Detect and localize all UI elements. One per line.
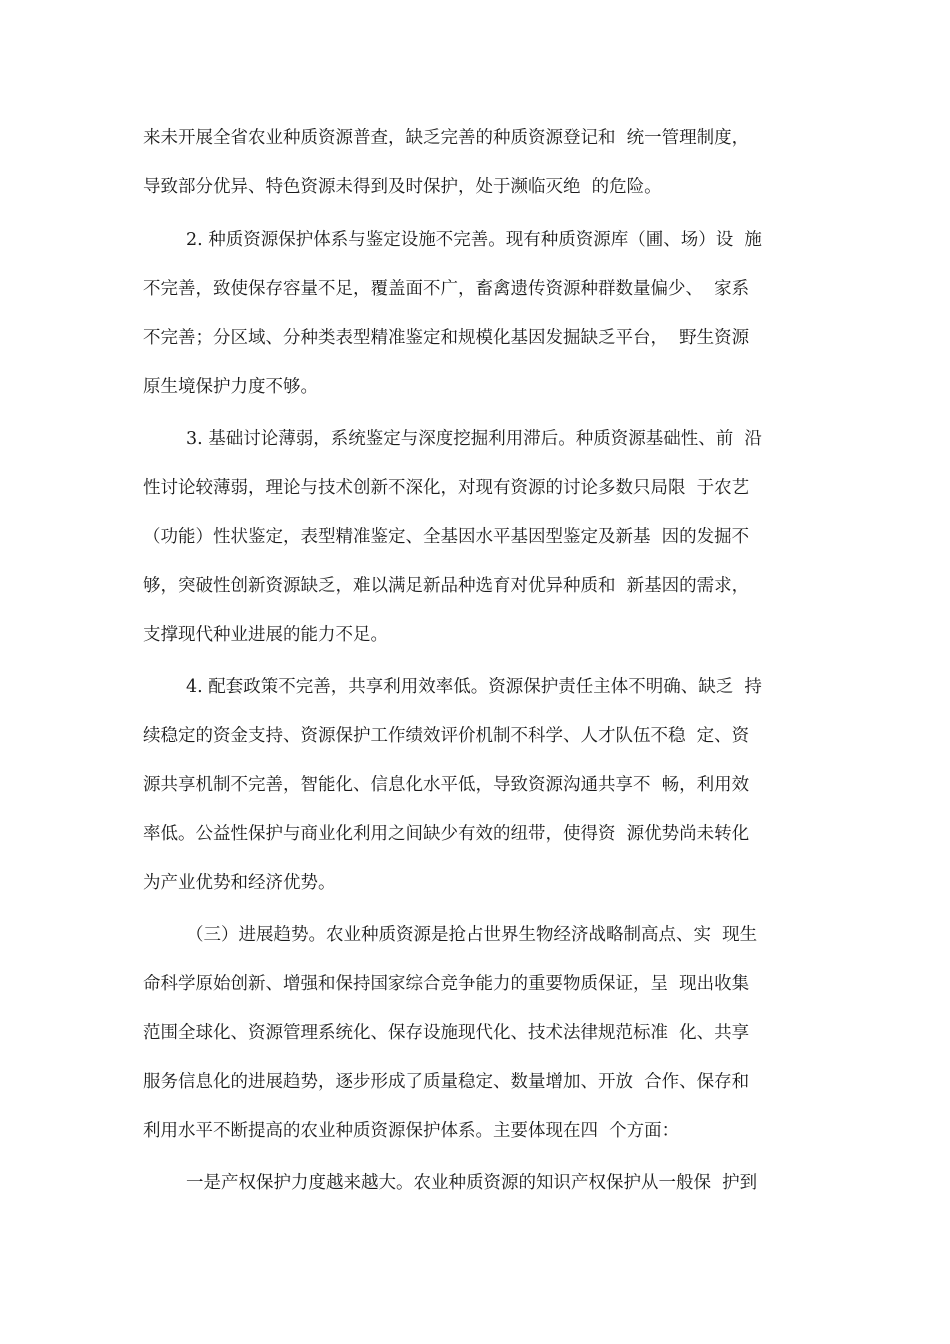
text-line: 性讨论较薄弱，理论与技术创新不深化，对现有资源的讨论多数只局限 于农艺 — [143, 478, 750, 498]
text-line: 命科学原始创新、增强和保持国家综合竞争能力的重要物质保证，呈 现出收集 — [143, 974, 750, 994]
paragraph-start: 一是产权保护力度越来越大。农业种质资源的知识产权保护从一般保 护到 — [186, 1173, 758, 1193]
text-line: 原生境保护力度不够。 — [143, 377, 318, 397]
text-line: 不完善，致使保存容量不足，覆盖面不广，畜禽遗传资源种群数量偏少、 家系 — [143, 279, 750, 299]
text-line: （功能）性状鉴定，表型精准鉴定、全基因水平基因型鉴定及新基 因的发掘不 — [143, 527, 750, 547]
paragraph-heading-4: 4. 配套政策不完善，共享利用效率低。资源保护责任主体不明确、缺乏 持 — [186, 677, 762, 697]
paragraph-heading-2: 2. 种质资源保护体系与鉴定设施不完善。现有种质资源库（圃、场）设 施 — [186, 230, 762, 250]
text-line: 率低。公益性保护与商业化利用之间缺少有效的纽带，使得资 源优势尚未转化 — [143, 824, 750, 844]
text-line: 来未开展全省农业种质资源普查，缺乏完善的种质资源登记和 统一管理制度， — [143, 128, 750, 148]
text-line: 服务信息化的进展趋势，逐步形成了质量稳定、数量增加、开放 合作、保存和 — [143, 1072, 750, 1092]
text-line: 不完善；分区域、分种类表型精准鉴定和规模化基因发掘缺乏平台， 野生资源 — [143, 328, 750, 348]
text-line: 支撑现代种业进展的能力不足。 — [143, 625, 388, 645]
text-line: 源共享机制不完善，智能化、信息化水平低，导致资源沟通共享不 畅，利用效 — [143, 775, 750, 795]
text-line: 范围全球化、资源管理系统化、保存设施现代化、技术法律规范标准 化、共享 — [143, 1023, 750, 1043]
text-line: 够，突破性创新资源缺乏，难以满足新品种选育对优异种质和 新基因的需求， — [143, 576, 750, 596]
text-line: 利用水平不断提高的农业种质资源保护体系。主要体现在四 个方面： — [143, 1121, 680, 1141]
text-line: 为产业优势和经济优势。 — [143, 873, 336, 893]
paragraph-heading-3: 3. 基础讨论薄弱，系统鉴定与深度挖掘利用滞后。种质资源基础性、前 沿 — [186, 429, 762, 449]
section-heading-3: （三）进展趋势。农业种质资源是抢占世界生物经济战略制高点、实 现生 — [186, 925, 758, 945]
text-line: 续稳定的资金支持、资源保护工作绩效评价机制不科学、人才队伍不稳 定、资 — [143, 726, 750, 746]
text-line: 导致部分优异、特色资源未得到及时保护，处于濒临灭绝 的危险。 — [143, 177, 662, 197]
